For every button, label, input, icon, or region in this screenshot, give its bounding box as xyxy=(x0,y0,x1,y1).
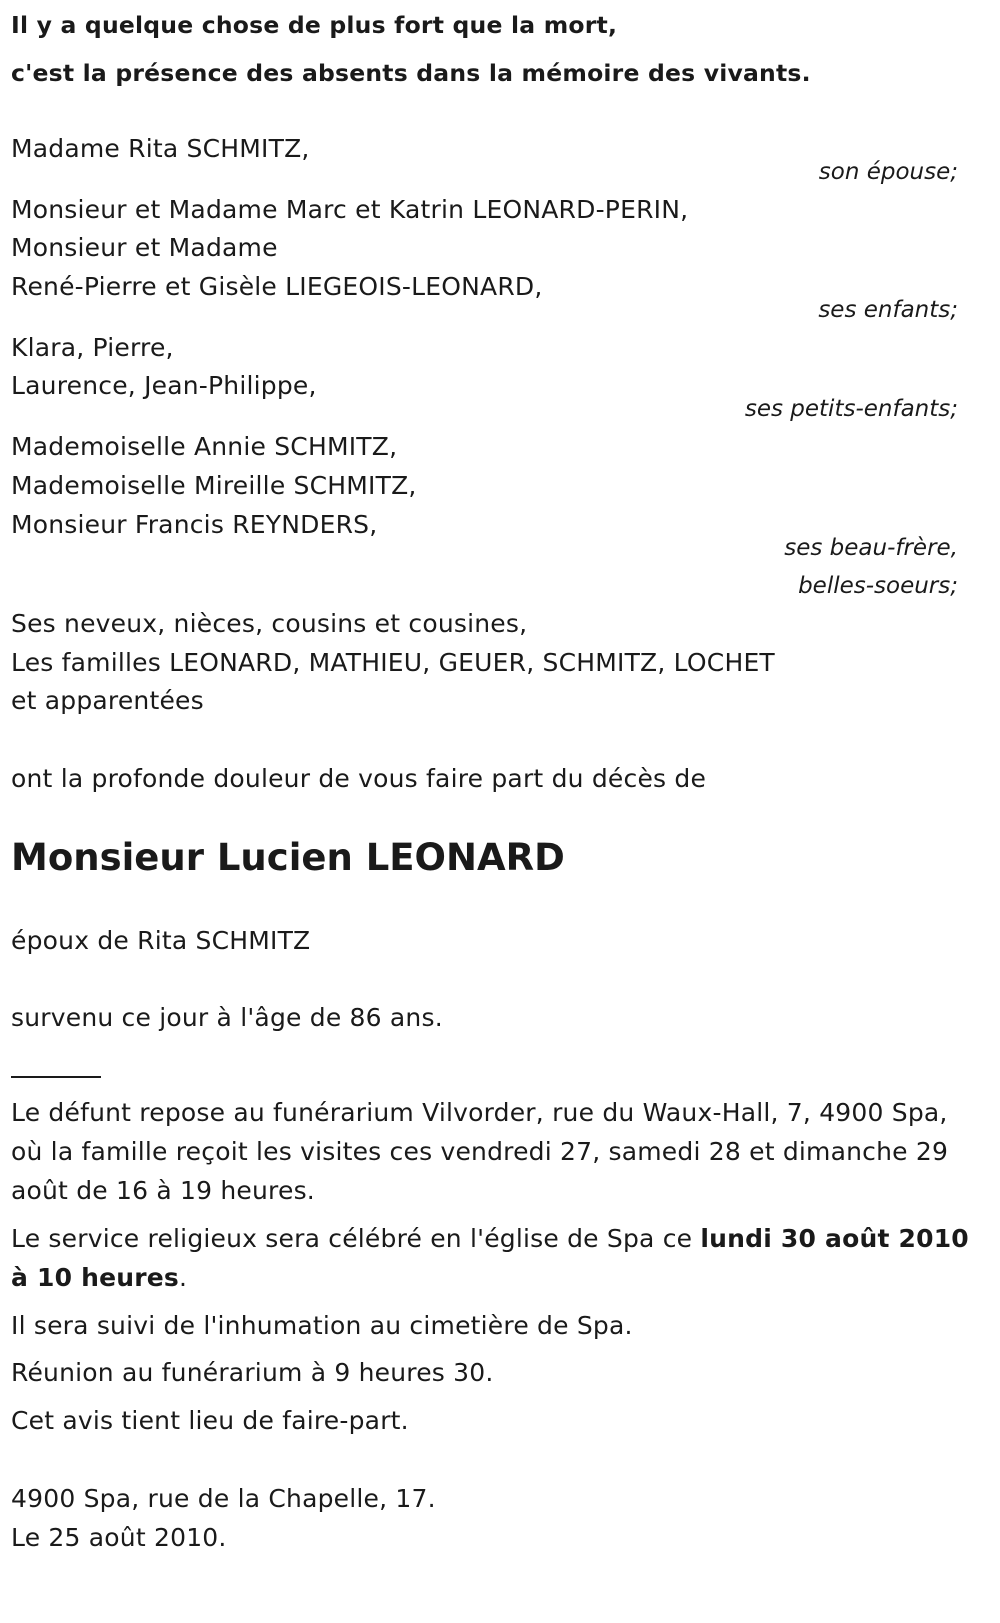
service-prefix: Le service religieux sera célébré en l'église de Spa ce xyxy=(11,1224,701,1253)
footer-address: 4900 Spa, rue de la Chapelle, 17. xyxy=(11,1484,436,1513)
service-suffix: . xyxy=(178,1263,188,1292)
spouse-name: Madame Rita SCHMITZ, xyxy=(11,134,310,163)
service-date: lundi 30 août 2010 xyxy=(700,1224,969,1253)
deceased-name: Monsieur Lucien LEONARD xyxy=(11,836,565,879)
children-name-2: Monsieur et Madame xyxy=(11,233,278,262)
repose-line-2: où la famille reçoit les visites ces vendredi 27, samedi 28 et dimanche 29 xyxy=(11,1137,949,1166)
others-line-3: et apparentées xyxy=(11,686,204,715)
spouse-relation: son épouse; xyxy=(818,159,958,185)
deceased-spouse-line: époux de Rita SCHMITZ xyxy=(11,926,311,955)
announcement-text: ont la profonde douleur de vous faire part du décès de xyxy=(11,764,707,793)
footer-date: Le 25 août 2010. xyxy=(11,1523,227,1552)
grandchildren-name-1: Klara, Pierre, xyxy=(11,333,174,362)
in-law-name-1: Mademoiselle Annie SCHMITZ, xyxy=(11,432,398,461)
in-law-name-3: Monsieur Francis REYNDERS, xyxy=(11,510,378,539)
grandchildren-name-2: Laurence, Jean-Philippe, xyxy=(11,371,317,400)
grandchildren-relation: ses petits-enfants; xyxy=(744,396,958,422)
in-laws-relation-1: ses beau-frère, xyxy=(784,535,958,561)
others-line-1: Ses neveux, nièces, cousins et cousines, xyxy=(11,609,528,638)
deceased-age-line: survenu ce jour à l'âge de 86 ans. xyxy=(11,1003,443,1032)
quote-line-2: c'est la présence des absents dans la mémoire des vivants. xyxy=(11,59,811,87)
service-time: à 10 heures xyxy=(11,1263,179,1292)
notice-line: Cet avis tient lieu de faire-part. xyxy=(11,1406,409,1435)
service-line-2 xyxy=(11,1263,187,1293)
children-name-1: Monsieur et Madame Marc et Katrin LEONARD-PERIN, xyxy=(11,195,689,224)
children-name-3: René-Pierre et Gisèle LIEGEOIS-LEONARD, xyxy=(11,272,543,301)
separator-line xyxy=(11,1076,101,1078)
repose-line-1: Le défunt repose au funérarium Vilvorder, rue du Waux-Hall, 7, 4900 Spa, xyxy=(11,1098,948,1127)
service-line-1 xyxy=(11,1224,969,1254)
others-line-2: Les familles LEONARD, MATHIEU, GEUER, SCHMITZ, LOCHET xyxy=(11,648,775,677)
burial-line: Il sera suivi de l'inhumation au cimetière de Spa. xyxy=(11,1311,633,1340)
quote-line-1: Il y a quelque chose de plus fort que la mort, xyxy=(11,11,618,39)
in-law-name-2: Mademoiselle Mireille SCHMITZ, xyxy=(11,471,417,500)
children-relation: ses enfants; xyxy=(818,297,958,323)
in-laws-relation-2: belles-soeurs; xyxy=(798,573,958,599)
meeting-line: Réunion au funérarium à 9 heures 30. xyxy=(11,1358,494,1387)
repose-line-3: août de 16 à 19 heures. xyxy=(11,1176,315,1205)
